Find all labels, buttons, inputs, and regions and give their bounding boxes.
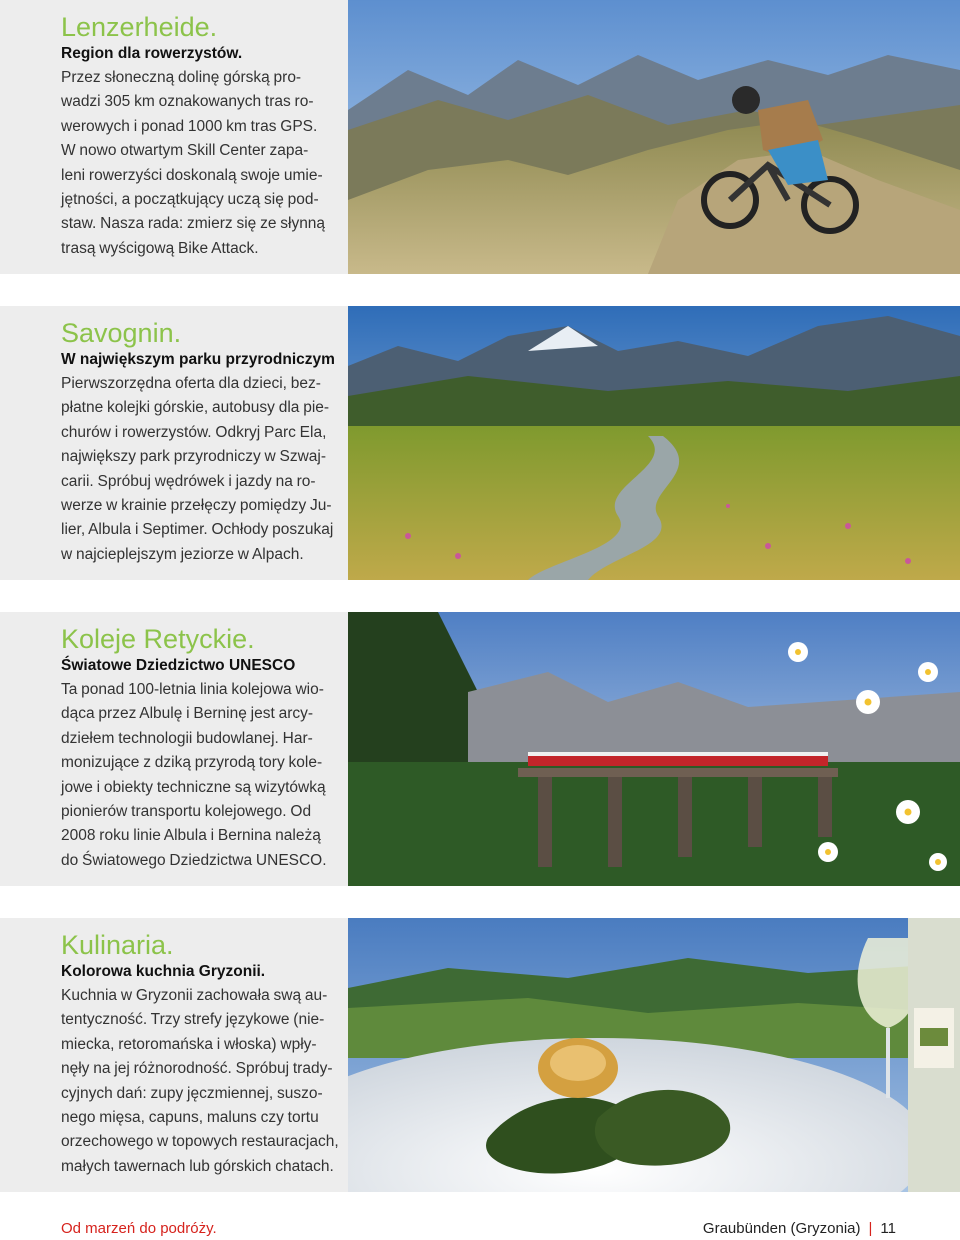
section-title: Lenzerheide. (61, 12, 218, 42)
body-line: Ta ponad 100-letnia linia kolejowa wio- (61, 681, 324, 698)
section-body (61, 984, 346, 1179)
body-line: do Światowego Dziedzictwa UNESCO. (61, 851, 327, 869)
section-subtitle: W największym parku przyrodniczym (61, 351, 335, 368)
body-line: orzechowego w topowych restauracjach, (61, 1133, 339, 1151)
red-train-viaduct-photo (348, 612, 960, 886)
mountain-biker-photo (348, 0, 960, 274)
capuns-dish-wine-photo (348, 918, 960, 1192)
page-footer (0, 1216, 960, 1240)
body-line: dąca przez Albulę i Berninę jest arcy- (61, 705, 314, 723)
section-subtitle: Region dla rowerzystów. (61, 45, 243, 62)
body-line: dziełem technologii budowlanej. Har- (61, 729, 313, 747)
body-line: miecka, retoromańska i włoska) wpły- (61, 1035, 317, 1053)
section-koleje-retyckie (0, 612, 960, 886)
section-text (61, 930, 346, 1179)
body-line: w najcieplejszym jeziorze w Alpach. (61, 545, 304, 563)
section-text (61, 318, 346, 567)
body-line: małych tawernach lub górskich chatach. (61, 1157, 334, 1175)
section-text (61, 12, 346, 261)
section-text (61, 624, 346, 873)
body-line: największy park przyrodniczy w Szwaj- (61, 448, 327, 466)
footer-region-name: Graubünden (Gryzonia) (702, 1220, 861, 1237)
body-line: werze w krainie przełęczy pomiędzy Ju- (61, 497, 332, 515)
section-savognin (0, 306, 960, 580)
body-line: pionierów transportu kolejowego. Od (61, 803, 312, 821)
body-line: płatne kolejki górskie, autobusy dla pie- (61, 399, 330, 417)
section-title: Koleje Retyckie. (61, 624, 255, 654)
body-line: nęły na jej różnorodność. Spróbuj trady- (61, 1060, 333, 1078)
section-kulinaria (0, 918, 960, 1192)
section-lenzerheide (0, 0, 960, 274)
body-line: monizujące z dziką przyrodą tory kole- (61, 754, 323, 772)
body-line: trasą wyścigową Bike Attack. (61, 239, 259, 257)
body-line: jętności, a początkujący uczą się pod- (61, 191, 319, 209)
section-subtitle: Światowe Dziedzictwo UNESCO (61, 657, 296, 674)
section-title: Kulinaria. (61, 930, 174, 960)
section-body (61, 66, 346, 261)
page-number: 11 (880, 1220, 896, 1237)
body-line: cyjnych dań: zupy jęczmiennej, suszo- (61, 1084, 323, 1102)
body-line: 2008 roku linie Albula i Bernina należą (61, 827, 321, 845)
section-subtitle: Kolorowa kuchnia Gryzonii. (61, 963, 266, 980)
body-line: tentyczność. Trzy strefy językowe (nie- (61, 1011, 325, 1029)
footer-region (703, 1220, 896, 1237)
body-line: jowe i obiekty techniczne są wizytówką (61, 778, 326, 796)
body-line: Kuchnia w Gryzonii zachowała swą au- (61, 987, 328, 1004)
body-line: leni rowerzyści doskonalą swoje umie- (61, 166, 323, 184)
section-title: Savognin. (61, 318, 182, 348)
body-line: wadzi 305 km oznakowanych tras ro- (61, 93, 314, 111)
body-line: werowych i ponad 1000 km tras GPS. (61, 117, 318, 135)
footer-tagline: Od marzeń do podróży. (61, 1220, 217, 1237)
footer-separator: | (868, 1220, 873, 1237)
body-line: lier, Albula i Septimer. Ochłody poszukaj (61, 521, 334, 539)
body-line: nego mięsa, capuns, maluns czy tortu (61, 1109, 319, 1127)
section-body (61, 372, 346, 567)
body-line: churów i rowerzystów. Odkryj Parc Ela, (61, 423, 327, 441)
body-line: carii. Spróbuj wędrówek i jazdy na ro- (61, 472, 316, 490)
body-line: Pierwszorzędna oferta dla dzieci, bez- (61, 375, 321, 392)
alpine-meadow-stream-photo (348, 306, 960, 580)
body-line: staw. Nasza rada: zmierz się ze słynną (61, 215, 326, 233)
section-body (61, 678, 346, 873)
body-line: Przez słoneczną dolinę górską pro- (61, 69, 302, 86)
body-line: W nowo otwartym Skill Center zapa- (61, 142, 309, 160)
